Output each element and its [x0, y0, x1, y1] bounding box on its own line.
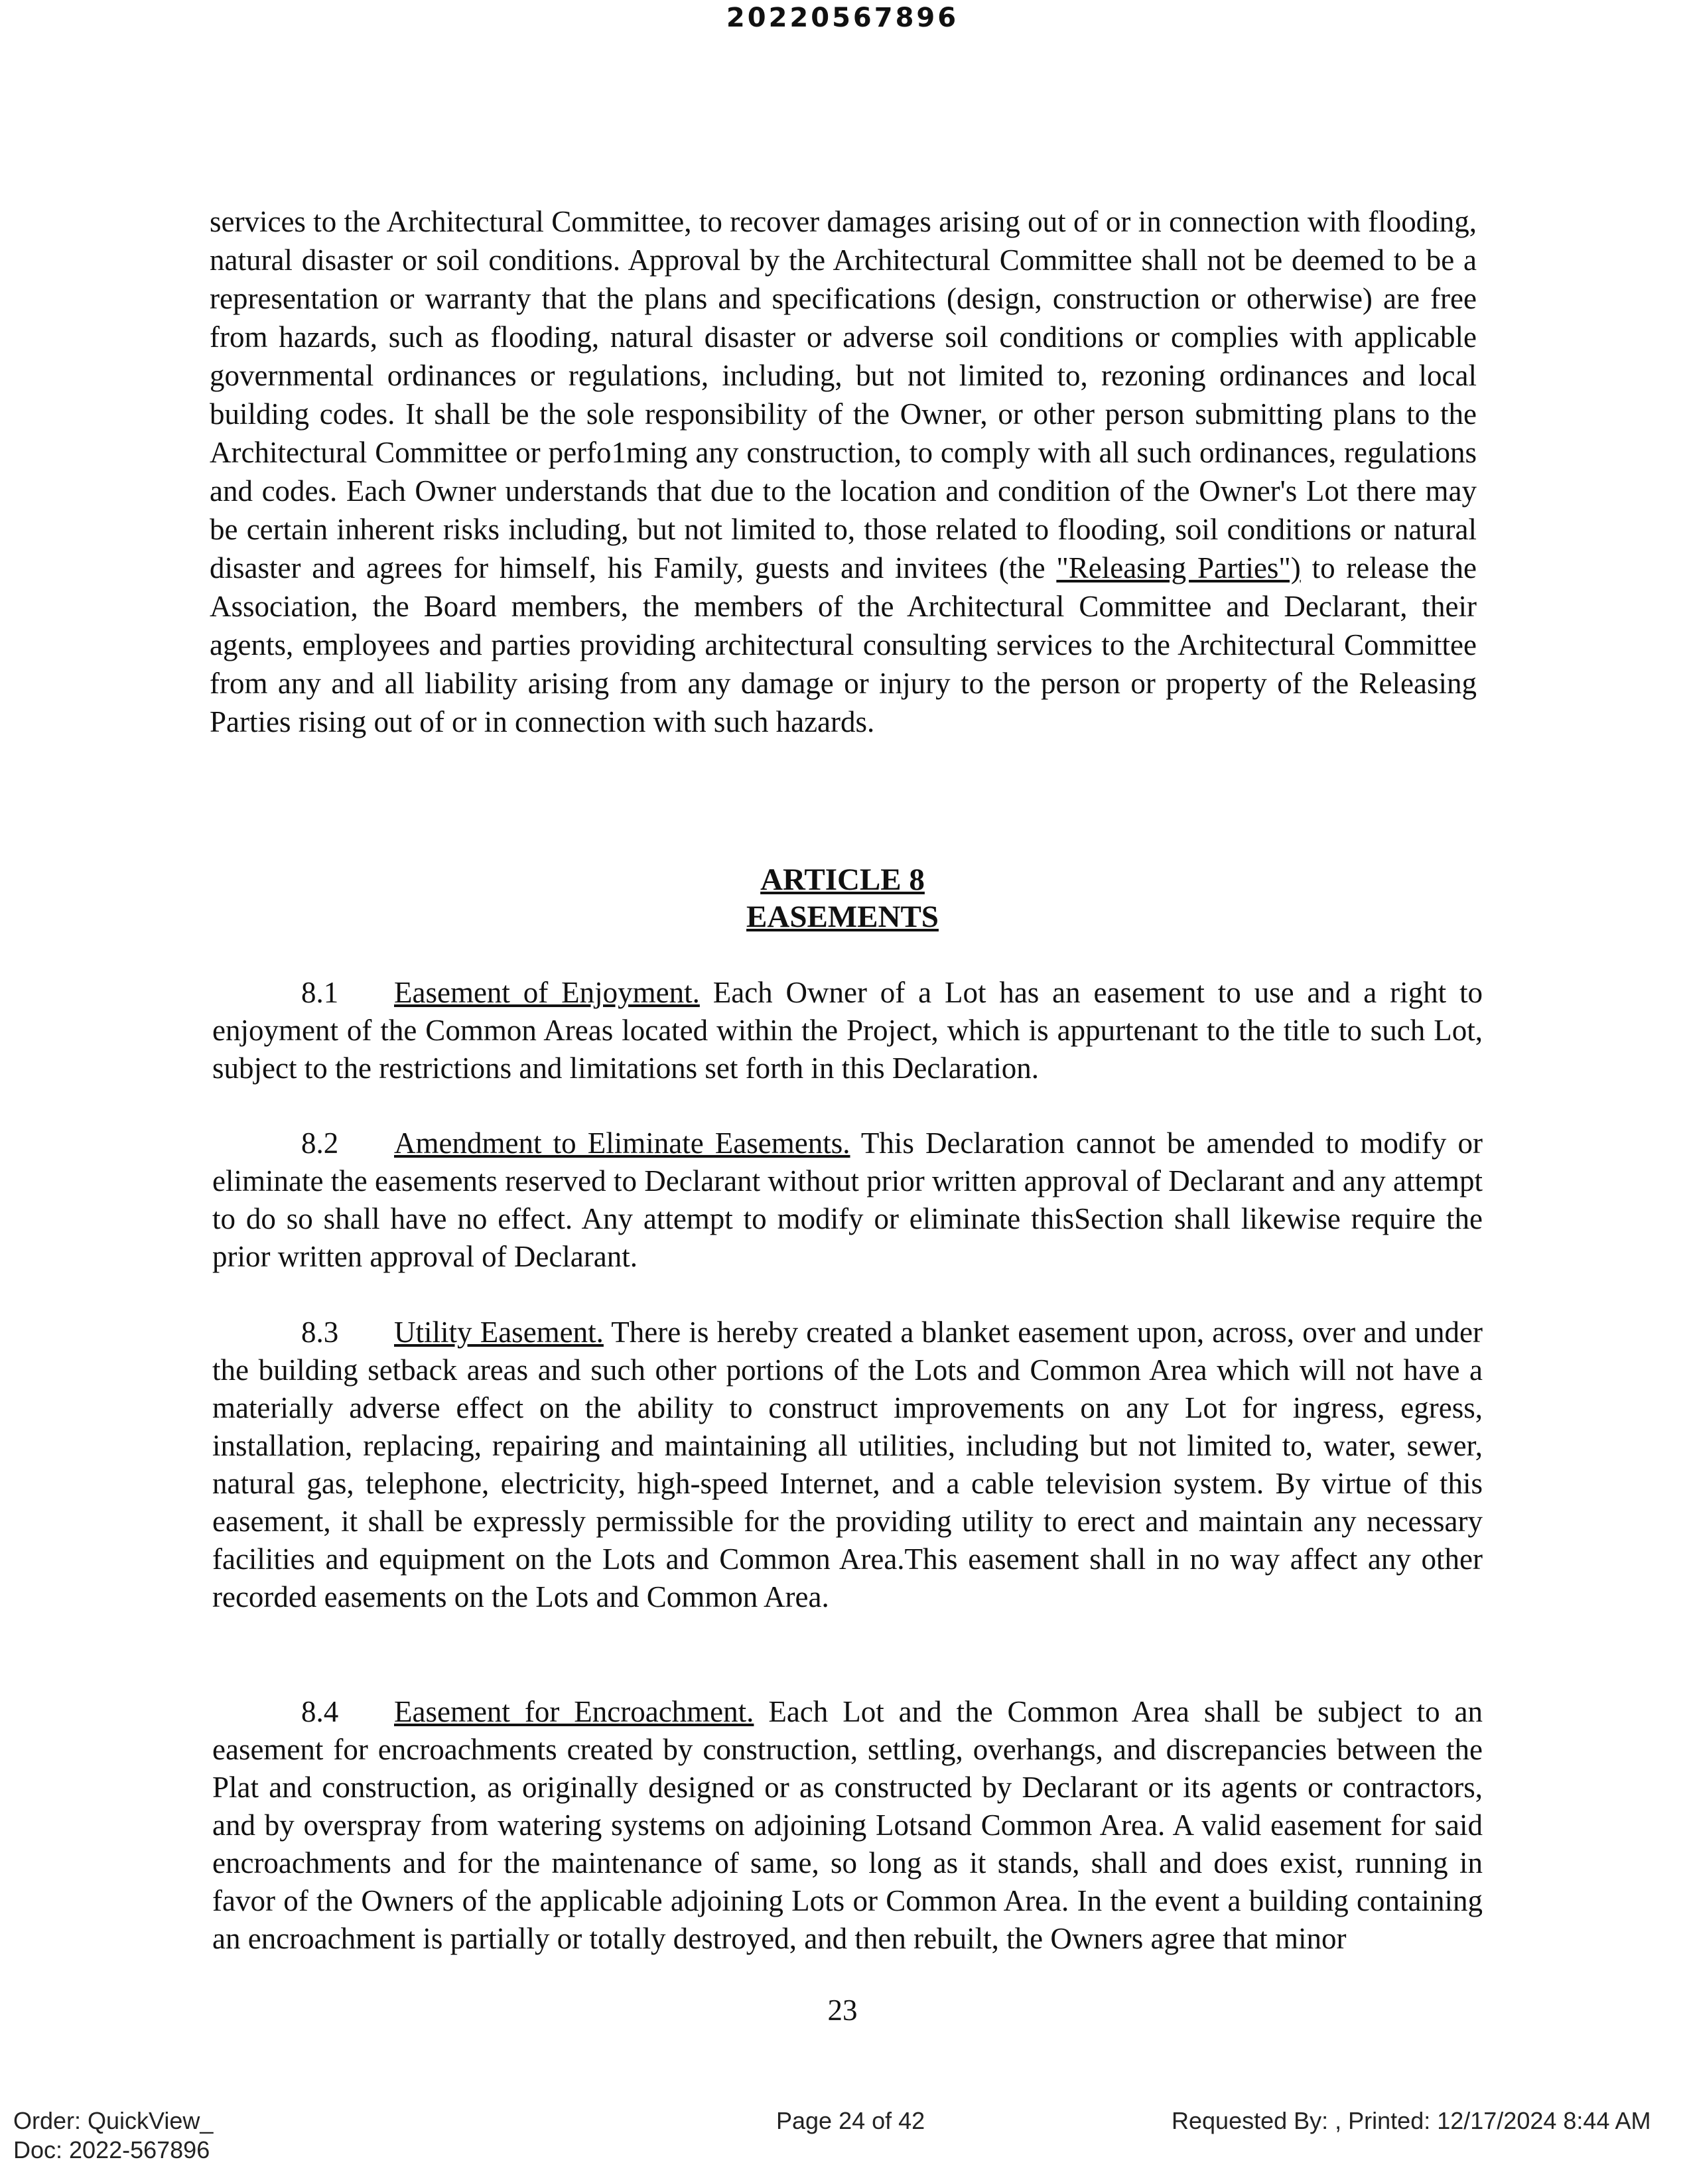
section-number: 8.2 — [301, 1126, 339, 1160]
section-8-3 — [212, 1314, 1483, 1616]
section-text: This Declaration cannot be amended to modify or eliminate the easements reserved to Declarant without prior written approval of Declarant and any attempt to do so shall have no effect. Any attempt to modify or eliminate thisSection shall likewise require the prior written approval of Declarant. — [212, 1126, 1483, 1273]
section-number: 8.1 — [301, 976, 339, 1009]
footer-requested-printed: Requested By: , Printed: 12/17/2024 8:44 AM — [1172, 2107, 1651, 2134]
section-number: 8.4 — [301, 1695, 339, 1728]
section-text: There is hereby created a blanket easement upon, across, over and under the building setback areas and such other portions of the Lots and Common Area which will not have a materially adverse effect on the ability to construct improvements on any Lot for ingress, egress, installation, replacing, repairing and maintaining all utilities, including but not limited to, water, sewer, natural gas, telephone, electricity, high-speed Internet, and a cable television system. By virtue of this easement, it shall be expressly permissible for the providing utility to erect and maintain any necessary facilities and equipment on the Lots and Common Area.This easement shall in no way affect any other recorded easements on the Lots and Common Area. — [212, 1316, 1483, 1613]
article-number: ARTICLE 8 — [760, 862, 925, 897]
section-8-1 — [212, 974, 1483, 1087]
footer-doc: Doc: 2022-567896 — [13, 2136, 210, 2163]
paragraph-text: services to the Architectural Committee, to recover damages arising out of or in connection with flooding, natural disaster or soil conditions. Approval by the Architectural Committee shall not be deemed to be a representation or warranty that the plans and specifications (design, construction or otherwise) are free from hazards, such as flooding, natural disaster or adverse soil conditions or complies with applicable governmental ordinances or regulations, including, but not limited to, rezoning ordinances and local building codes. It shall be the sole responsibility of the Owner, or other person submitting plans to the Architectural Committee or perfo1ming any construction, to comply with all such ordinances, regulations and codes. Each Owner understands that due to the location and condition of the Owner's Lot there may be certain inherent risks including, but not limited to, those related to flooding, soil conditions or natural disaster and agrees for himself, his Family, guests and invitees (the — [210, 205, 1477, 584]
recording-number: 20220567896 — [726, 3, 959, 33]
section-8-2 — [212, 1125, 1483, 1276]
section-text: Each Owner of a Lot has an easement to use and a right to enjoyment of the Common Areas located within the Project, which is appurtenant to the title to such Lot, subject to the restrictions and limitations set forth in this Declaration. — [212, 976, 1483, 1085]
releasing-parties-term: "Releasing Parties") — [1056, 551, 1301, 584]
article-title: EASEMENTS — [746, 900, 939, 934]
footer-order: Order: QuickView_ — [13, 2107, 214, 2134]
section-text: Each Lot and the Common Area shall be subject to an easement for encroachments created by construction, settling, overhangs, and discrepancies between the Plat and construction, as originally designed or as constructed by Declarant or its agents or contractors, and by overspray from watering systems on adjoining Lotsand Common Area. A valid easement for said encroachments and for the maintenance of same, so long as it stands, shall and does exist, running in favor of the Owners of the applicable adjoining Lots or Common Area. In the event a building containing an encroachment is partially or totally destroyed, and then rebuilt, the Owners agree that minor — [212, 1695, 1483, 1955]
section-heading: Easement for Encroachment. — [394, 1695, 754, 1728]
section-heading: Easement of Enjoyment. — [394, 976, 700, 1009]
page-number: 23 — [827, 1994, 858, 2027]
section-heading: Amendment to Eliminate Easements. — [394, 1126, 850, 1160]
section-heading: Utility Easement. — [394, 1316, 604, 1349]
section-8-4 — [212, 1693, 1483, 1958]
continuation-paragraph — [210, 202, 1477, 741]
paragraph-text-end: to release the Association, the Board members, the members of the Architectural Committee and Declarant, their agents, employees and parties providing architectural consulting services to the Architectural Committee from any and all liability arising from any damage or injury to the person or property of the Releasing Parties rising out of or in connection with such hazards. — [210, 551, 1477, 738]
footer-page-count: Page 24 of 42 — [776, 2107, 925, 2134]
section-number: 8.3 — [301, 1316, 339, 1349]
